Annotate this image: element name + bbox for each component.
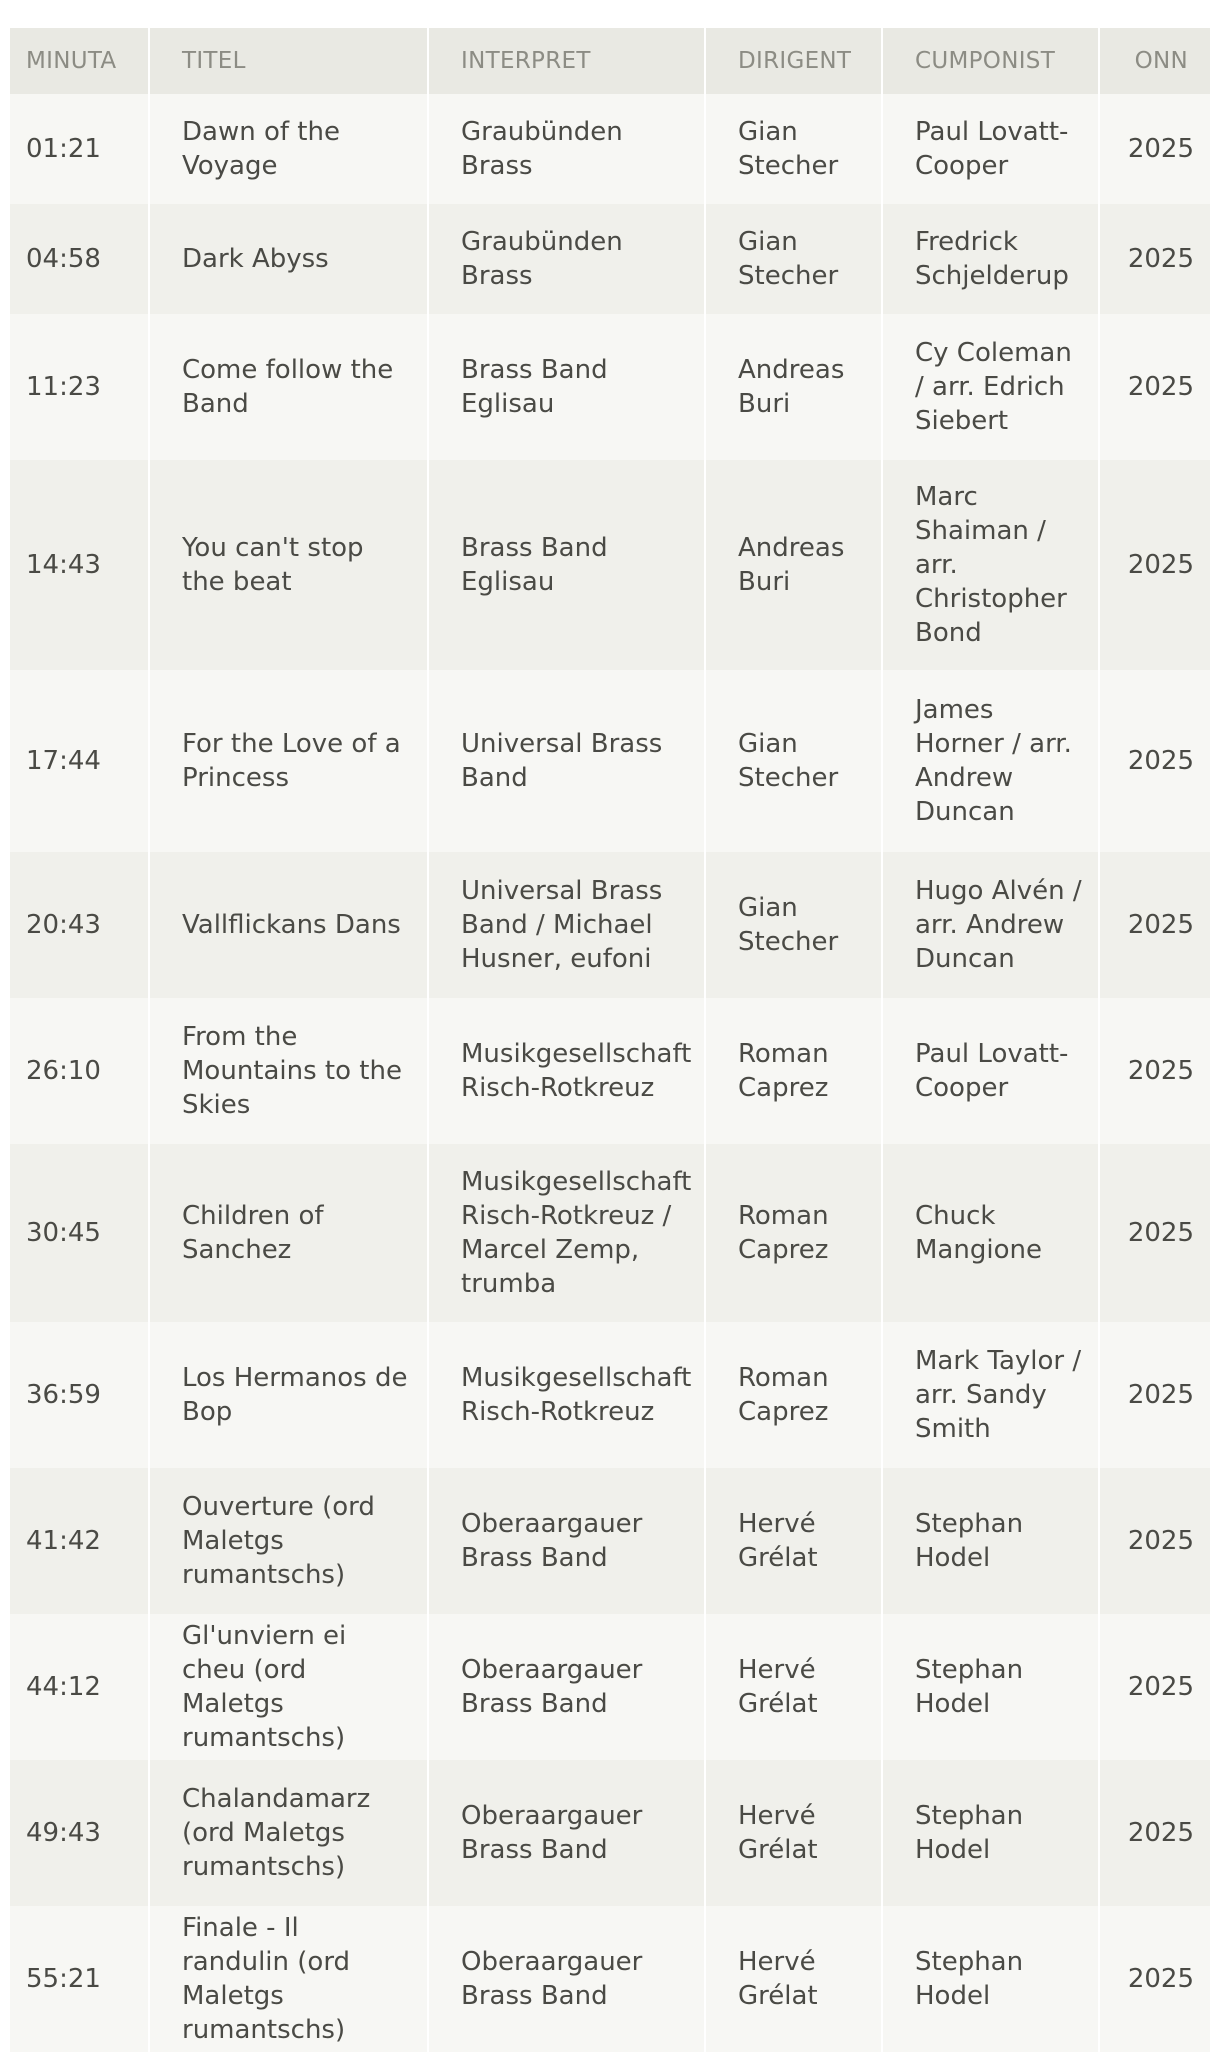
table-row — [10, 1614, 1210, 1760]
cell-titel: Los Hermanos de Bop — [149, 1322, 428, 1468]
cell-cumponist: Chuck Mangione — [882, 1144, 1099, 1322]
cell-minuta: 20:43 — [10, 852, 149, 998]
table-row — [10, 1906, 1210, 2052]
table-row — [10, 204, 1210, 314]
cell-onn: 2025 — [1099, 998, 1210, 1144]
cell-minuta: 41:42 — [10, 1468, 149, 1614]
cell-interpret: Universal Brass Band — [428, 670, 705, 852]
cell-cumponist: Stephan Hodel — [882, 1906, 1099, 2052]
cell-minuta: 11:23 — [10, 314, 149, 460]
cell-cumponist: Stephan Hodel — [882, 1614, 1099, 1760]
cell-minuta: 55:21 — [10, 1906, 149, 2052]
cell-interpret: Oberaargauer Brass Band — [428, 1906, 705, 2052]
cell-interpret: Graubünden Brass — [428, 94, 705, 204]
cell-interpret: Oberaargauer Brass Band — [428, 1468, 705, 1614]
table-row — [10, 1468, 1210, 1614]
cell-interpret: Universal Brass Band / Michael Husner, eufoni — [428, 852, 705, 998]
cell-interpret: Brass Band Eglisau — [428, 460, 705, 670]
cell-titel: Vallflickans Dans — [149, 852, 428, 998]
cell-minuta: 04:58 — [10, 204, 149, 314]
cell-minuta: 30:45 — [10, 1144, 149, 1322]
cell-minuta: 36:59 — [10, 1322, 149, 1468]
playlist-table — [10, 28, 1210, 2052]
header-onn: ONN — [1099, 28, 1210, 94]
cell-interpret: Oberaargauer Brass Band — [428, 1614, 705, 1760]
cell-onn: 2025 — [1099, 1468, 1210, 1614]
playlist-table-container — [10, 28, 1210, 2052]
cell-dirigent: Gian Stecher — [705, 94, 882, 204]
cell-interpret: Musikgesellschaft Risch-Rotkreuz / Marcel Zemp, trumba — [428, 1144, 705, 1322]
cell-onn: 2025 — [1099, 94, 1210, 204]
cell-onn: 2025 — [1099, 1322, 1210, 1468]
cell-cumponist: Stephan Hodel — [882, 1468, 1099, 1614]
cell-dirigent: Hervé Grélat — [705, 1760, 882, 1906]
table-row — [10, 1322, 1210, 1468]
cell-cumponist: Paul Lovatt-Cooper — [882, 94, 1099, 204]
table-row — [10, 852, 1210, 998]
cell-titel: Finale - Il randulin (ord Maletgs rumantschs) — [149, 1906, 428, 2052]
table-row — [10, 1760, 1210, 1906]
cell-onn: 2025 — [1099, 1144, 1210, 1322]
cell-dirigent: Hervé Grélat — [705, 1468, 882, 1614]
table-body — [10, 94, 1210, 2052]
table-row — [10, 460, 1210, 670]
cell-dirigent: Andreas Buri — [705, 314, 882, 460]
cell-cumponist: Cy Coleman / arr. Edrich Siebert — [882, 314, 1099, 460]
cell-cumponist: Marc Shaiman / arr. Christopher Bond — [882, 460, 1099, 670]
cell-cumponist: James Horner / arr. Andrew Duncan — [882, 670, 1099, 852]
header-row — [10, 28, 1210, 94]
cell-onn: 2025 — [1099, 460, 1210, 670]
cell-minuta: 26:10 — [10, 998, 149, 1144]
header-minuta: MINUTA — [10, 28, 149, 94]
table-row — [10, 998, 1210, 1144]
cell-onn: 2025 — [1099, 1614, 1210, 1760]
cell-cumponist: Stephan Hodel — [882, 1760, 1099, 1906]
cell-titel: Gl'unviern ei cheu (ord Maletgs rumantschs) — [149, 1614, 428, 1760]
cell-dirigent: Hervé Grélat — [705, 1614, 882, 1760]
cell-titel: You can't stop the beat — [149, 460, 428, 670]
table-row — [10, 670, 1210, 852]
cell-interpret: Graubünden Brass — [428, 204, 705, 314]
header-dirigent: DIRIGENT — [705, 28, 882, 94]
cell-dirigent: Andreas Buri — [705, 460, 882, 670]
cell-dirigent: Hervé Grélat — [705, 1906, 882, 2052]
cell-minuta: 17:44 — [10, 670, 149, 852]
cell-onn: 2025 — [1099, 670, 1210, 852]
cell-titel: Ouverture (ord Maletgs rumantschs) — [149, 1468, 428, 1614]
table-header — [10, 28, 1210, 94]
cell-interpret: Musikgesellschaft Risch-Rotkreuz — [428, 998, 705, 1144]
cell-titel: Dark Abyss — [149, 204, 428, 314]
cell-minuta: 01:21 — [10, 94, 149, 204]
cell-minuta: 44:12 — [10, 1614, 149, 1760]
cell-dirigent: Gian Stecher — [705, 852, 882, 998]
cell-titel: Chalandamarz (ord Maletgs rumantschs) — [149, 1760, 428, 1906]
cell-onn: 2025 — [1099, 1760, 1210, 1906]
cell-cumponist: Mark Taylor / arr. Sandy Smith — [882, 1322, 1099, 1468]
cell-titel: Dawn of the Voyage — [149, 94, 428, 204]
cell-cumponist: Paul Lovatt-Cooper — [882, 998, 1099, 1144]
cell-dirigent: Roman Caprez — [705, 1322, 882, 1468]
header-cumponist: CUMPONIST — [882, 28, 1099, 94]
cell-onn: 2025 — [1099, 204, 1210, 314]
table-row — [10, 1144, 1210, 1322]
cell-interpret: Oberaargauer Brass Band — [428, 1760, 705, 1906]
cell-cumponist: Fredrick Schjelderup — [882, 204, 1099, 314]
cell-minuta: 49:43 — [10, 1760, 149, 1906]
cell-dirigent: Gian Stecher — [705, 204, 882, 314]
table-row — [10, 314, 1210, 460]
cell-dirigent: Roman Caprez — [705, 998, 882, 1144]
cell-onn: 2025 — [1099, 314, 1210, 460]
header-titel: TITEL — [149, 28, 428, 94]
cell-dirigent: Roman Caprez — [705, 1144, 882, 1322]
cell-titel: Come follow the Band — [149, 314, 428, 460]
header-interpret: INTERPRET — [428, 28, 705, 94]
cell-titel: Children of Sanchez — [149, 1144, 428, 1322]
cell-minuta: 14:43 — [10, 460, 149, 670]
cell-titel: For the Love of a Princess — [149, 670, 428, 852]
table-row — [10, 94, 1210, 204]
cell-onn: 2025 — [1099, 852, 1210, 998]
cell-cumponist: Hugo Alvén / arr. Andrew Duncan — [882, 852, 1099, 998]
cell-dirigent: Gian Stecher — [705, 670, 882, 852]
cell-interpret: Brass Band Eglisau — [428, 314, 705, 460]
cell-onn: 2025 — [1099, 1906, 1210, 2052]
cell-interpret: Musikgesellschaft Risch-Rotkreuz — [428, 1322, 705, 1468]
cell-titel: From the Mountains to the Skies — [149, 998, 428, 1144]
